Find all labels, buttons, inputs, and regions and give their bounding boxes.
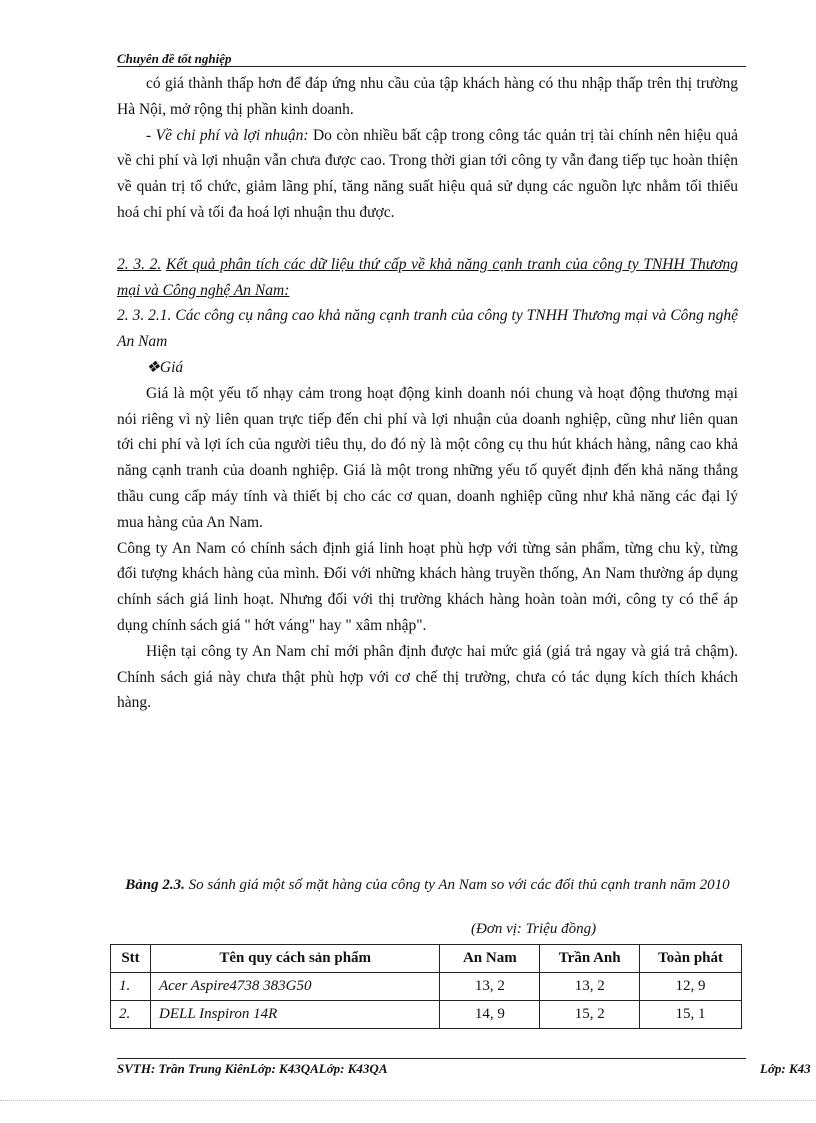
paragraph-continuation: có giá thành thấp hơn để đáp ứng nhu cầu của tập khách hàng có thu nhập thấp trên thị trường Hà Nội, mở rộng thị phần kinh doanh. [117,75,738,118]
cell-trananh: 15, 2 [540,1001,640,1029]
paragraph-pricing-policy: Công ty An Nam có chính sách định giá linh hoạt phù hợp với từng sản phẩm, từng chu kỳ, từng đối tượng khách hàng của mình. Đối với những khách hàng truyền thống, An Nam thường áp dụng chính sách giá linh hoạt. Nhưng đối với thị trường khách hàng hoàn toàn mới, công ty có thể áp dụng chính sách giá " hớt váng" hay " xâm nhập". [117,539,738,634]
paragraph-price-levels: Hiện tại công ty An Nam chỉ mới phân định được hai mức giá (giá trả ngay và giá trả chậm). Chính sách giá này chưa thật phù hợp với cơ chế thị trường, chưa có tác dụng kích thích khách hàng. [117,642,738,712]
cell-trananh: 13, 2 [540,973,640,1001]
header-trananh: Trần Anh [540,945,640,973]
document-body [117,71,738,716]
header-stt: Stt [111,945,151,973]
paragraph-price: Giá là một yếu tố nhạy cảm trong hoạt động kinh doanh nói chung và hoạt động thương mại nói riêng vì nỳ liên quan trực tiếp đến chi phí và lợi nhuận của doanh nghiệp, cũng như liên quan tới chi phí và lợi ích của người tiêu thụ, do đó nỳ là một công cụ thu hút khách hàng, nâng cao khả năng cạnh tranh của doanh nghiệp. Giá là một trong những yếu tố quyết định đến khả năng thắng thầu cung cấp máy tính và thiết bị cho các cơ quan, doanh nghiệp cũng như khả năng các đại lý mua hàng của An Nam. [117,384,738,531]
cell-toanphat: 15, 1 [640,1001,742,1029]
page-header [117,50,746,67]
paragraph-cost-profit [117,123,738,226]
footer-divider [117,1058,746,1059]
table-row [111,1001,742,1029]
cell-product: Acer Aspire4738 383G50 [150,973,439,1001]
section-number: 2. 3. 2. [117,255,162,273]
table-caption [117,873,738,897]
table-unit: (Đơn vị: Triệu đồng) [471,921,597,937]
subsection-heading: 2. 3. 2.1. Các công cụ nâng cao khả năng cạnh tranh của công ty TNHH Thương mại và Công nghệ An Nam [117,307,738,351]
header-annam: An Nam [440,945,540,973]
table-caption-label: Bảng 2.3. [125,877,185,893]
header-toanphat: Toàn phát [640,945,742,973]
header-product: Tên quy cách sản phẩm [150,945,439,973]
table-header-row [111,945,742,973]
cell-product: DELL Inspiron 14R [150,1001,439,1029]
footer-author: SVTH: Trần Trung KiênLớp: K43QALớp: K43QA [117,1061,388,1076]
cell-annam: 14, 9 [440,1001,540,1029]
footer-class: Lớp: K43 [760,1061,811,1076]
cost-profit-label: - Về chi phí và lợi nhuận: [146,126,309,144]
table-row [111,973,742,1001]
bullet-label: Giá [159,358,184,376]
bullet-price [117,355,738,381]
table-caption-text: So sánh giá một số mặt hàng của công ty An Nam so với các đối thủ cạnh tranh năm 2010 [184,877,730,893]
cell-annam: 13, 2 [440,973,540,1001]
page-bottom-dotted-line [0,1100,816,1101]
cost-profit-text: Do còn nhiều bất cập trong công tác quản trị tài chính nên hiệu quả về chi phí và lợi nhuận vẫn chưa được cao. Trong thời gian tới công ty vẫn đang tiếp tục hoàn thiện về quản trị tổ chức, giảm lãng phí, tăng năng suất hiệu quả sử dụng các nguồn lực nhằm tối thiểu hoá chi phí và tối đa hoá lợi nhuận thu được. [117,126,738,221]
diamond-bullet-icon: ❖ [146,358,160,376]
cell-toanphat: 12, 9 [640,973,742,1001]
section-heading [117,252,738,304]
price-comparison-table [110,944,742,1029]
header-title: Chuyên đề tốt nghiệp [117,51,232,66]
cell-stt: 2. [111,1001,151,1029]
cell-stt: 1. [111,973,151,1001]
section-title: Kết quả phân tích các dữ liệu thứ cấp về khả năng cạnh tranh của công ty TNHH Thương mại và Công nghệ An Nam: [117,255,738,299]
